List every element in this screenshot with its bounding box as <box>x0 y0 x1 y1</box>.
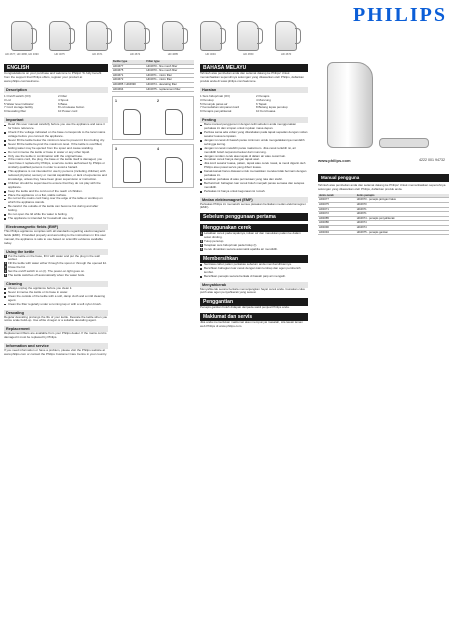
document-code: 4222 001 94732 <box>419 158 445 162</box>
step-number: 5 <box>4 274 7 278</box>
table-row <box>318 230 449 235</box>
list-item: Gunakan cerek hanya dengan tapak asal. <box>200 158 308 162</box>
kettle-thumbnail <box>193 4 229 56</box>
descaling-text: Regular descaling prolongs the life of your kettle. Descale the kettle when you notice scale build-up. Use white vinegar or a suitable descaling agent. <box>4 314 108 323</box>
list-item: Baca manual pengguna ini dengan teliti sebelum anda menggunakan perkakas ini dan simpan untuk rujukan masa depan. <box>200 123 308 131</box>
table-cell: HD4677 <box>318 198 356 203</box>
malay-important-list <box>200 123 308 193</box>
list-item: Perkakas ini hanya untuk kegunaan isi rumah. <box>200 190 308 194</box>
kettle-drawing <box>165 109 183 135</box>
figure-number: 2 <box>157 99 159 104</box>
list-item: Never immerse the kettle or its base in water. <box>4 291 108 295</box>
list-item: Letakkan perkakas di atas permukaan yang rata dan stabil. <box>200 178 308 182</box>
table-cell: HD4694 <box>318 230 356 235</box>
section-header-malay: BAHASA MELAYU <box>200 64 308 72</box>
malay-info-title: Maklumat dan servis <box>200 313 308 321</box>
malay-cleaning-title: Membersihkan <box>200 255 308 263</box>
part-item: 5 Penunjuk paras air <box>200 101 228 106</box>
figures-column <box>112 58 194 188</box>
kettle-icon <box>162 21 184 51</box>
part-item: 5 Water level indicator <box>4 101 34 106</box>
list-item: If the mains cord, the plug, the base or the kettle itself is damaged, you must have it replaced by Philips, a service centre authorised by Philips or similarly qualified persons in order to avoid a hazard. <box>4 158 108 170</box>
malay-use-steps <box>200 232 308 252</box>
description-title: Description <box>4 87 108 93</box>
part-item: 10 Power cord <box>58 109 78 114</box>
part-item: 3 Penutup <box>200 97 214 102</box>
kettle-icon <box>49 21 71 51</box>
list-item: Periksa sama ada voltan yang ditandakan pada tapak sepadan dengan voltan sesalur kuasa tempatan. <box>200 131 308 139</box>
part-item: 2 Filter <box>58 93 68 98</box>
malay-parts-list <box>200 95 308 115</box>
step-text: Fill the kettle with water either through the spout or through the opened lid. <box>8 261 107 266</box>
list-item: Always unplug the appliance before you clean it. <box>4 287 108 291</box>
parts-list <box>4 95 108 115</box>
step-text: Put the kettle on the base, fill it with water and put the plug in the wall socket. <box>8 253 100 262</box>
figure-number: 1 <box>115 99 117 104</box>
list-item: Clean the outside of the kettle with a soft, damp cloth and a mild cleaning agent. <box>4 295 108 303</box>
emf-title: Electromagnetic fields (EMF) <box>4 224 108 230</box>
list-item: Do not let the mains cord hang over the edge of the table or worktop on which the appliance stands. <box>4 197 108 205</box>
part-item: 4 Muncung <box>256 97 271 102</box>
malay-descaling-text: Menyahkerak secara berkala memanjangkan hayat cerek anda. Gunakan cuka putih atau agen penyahkerak yang sesuai. <box>200 286 305 295</box>
malay-description-title: Huraian <box>200 87 308 93</box>
malay-prep-title: Sebelum penggunaan pertama <box>200 213 308 221</box>
table-cell: HD4694 <box>112 87 145 92</box>
part-item: 6 Base <box>58 101 68 106</box>
website-label: www.philips.com <box>318 158 351 163</box>
malay-important-title: Penting <box>200 117 308 123</box>
list-item: Jika kord sesalur kuasa, palam, tapak atau cerek rosak, ia mesti diganti oleh Philips atau pusat servis yang diberi kuasa. <box>200 162 308 170</box>
list-item: Children should be supervised to ensure that they do not play with the appliance. <box>4 182 108 190</box>
part-item: 10 Kord kuasa <box>256 109 276 114</box>
step-text: Letakkan cerek pada tapaknya, isikan air dan masukkan palam ke dalam soket dinding. <box>204 231 301 240</box>
figure-2 <box>112 144 194 188</box>
kettle-illustration <box>327 62 373 148</box>
philips-logo: PHILIPS <box>313 4 447 26</box>
list-item: Keep the kettle and the cord out of the reach of children. <box>4 190 108 194</box>
list-item: Be careful: the outside of the kettle can become hot during and after boiling. <box>4 205 108 213</box>
list-item: Check if the voltage indicated on the base corresponds to the local mains voltage before you connect the appliance. <box>4 131 108 139</box>
manual-head-filter: Jenis penapis <box>356 194 449 198</box>
part-item: 7 Cord storage facility <box>4 105 34 110</box>
kettle-thumbnail <box>231 4 267 56</box>
kettle-strip <box>4 4 304 56</box>
part-item: 9 Penapis penyahkerak <box>200 109 232 114</box>
list-item: Jangan isi cerek di bawah paras minimum untuk mengelakkannya mendidih sehingga kering. <box>200 139 308 147</box>
list-item: This appliance is not intended for use by persons (including children) with reduced physical, sensory or mental capabilities, or lack of experience and knowledge, unless they have been given supervision or instruction. <box>4 170 108 182</box>
table-cell: HD4974 - descaling filter <box>145 82 194 87</box>
part-item: 9 Descaling filter <box>4 109 27 114</box>
malay-column <box>200 64 308 329</box>
part-item: 2 Penapis <box>256 93 270 98</box>
table-cell: HD4685 <box>318 216 356 221</box>
important-list <box>4 123 108 221</box>
part-item: 1 Suis hidup/mati (O/I) <box>200 93 230 98</box>
kettle-icon <box>86 21 108 51</box>
list-item: Only use the kettle in combination with the original base. <box>4 155 108 159</box>
table-cell: HD4970 - fine mesh filter <box>145 69 194 74</box>
step-number: 3 <box>200 244 203 248</box>
kettle-thumbnail <box>117 4 153 56</box>
figure-number: 3 <box>115 147 117 152</box>
step-number: 4 <box>200 248 203 251</box>
important-title: Important <box>4 117 108 123</box>
step-number: 2 <box>200 240 203 244</box>
step-text: Close the lid. <box>8 265 26 270</box>
list-item: Place the appliance on a flat, stable surface. <box>4 194 108 198</box>
use-steps <box>4 255 108 278</box>
manual-table <box>318 194 449 235</box>
table-cell: HD4672 <box>318 212 356 217</box>
kettle-icon <box>124 21 146 51</box>
kettle-thumbnail <box>42 4 78 56</box>
table-cell: HD4971 - micro filter <box>145 78 194 83</box>
table-cell: HD4677 <box>112 64 145 69</box>
table-cell: HD4971 <box>356 212 449 217</box>
use-title: Using the kettle <box>4 249 108 255</box>
manual-head-kettle: Jenis cerek <box>318 194 356 198</box>
table-cell: HD4675 <box>112 69 145 74</box>
kettle-icon <box>275 21 297 51</box>
table-cell: HD4690 <box>318 225 356 230</box>
table-cell: HD4970 - fine mesh filter <box>145 64 194 69</box>
filter-table <box>112 60 194 92</box>
kettle-caption: HD 4670 <box>281 53 292 56</box>
kettle-icon <box>200 21 222 51</box>
manual-intro: Tahniah atas pembelian anda dan selamat datang ke Philips! Untuk memanfaatkan sepenuhnya sokongan yang ditawarkan oleh Philips, daftarkan produk anda. <box>318 183 446 191</box>
part-item: 8 Butang lepas penutup <box>256 105 288 110</box>
step-number: 3 <box>4 266 7 270</box>
table-row <box>112 87 194 92</box>
section-header-manual: Manual pengguna <box>318 174 449 182</box>
kettle-drawing <box>165 157 183 183</box>
list-item: Read this user manual carefully before you use the appliance and save it for future reference. <box>4 123 108 131</box>
kettle-caption: HD 4675 <box>54 53 65 56</box>
table-cell: HD4675 <box>318 203 356 208</box>
kettle-caption: HD 4672 <box>130 53 141 56</box>
base-illustration <box>379 138 429 148</box>
list-item: Never fill the kettle below the minimum level to prevent it from boiling dry. <box>4 139 108 143</box>
malay-info-text: Jika anda memerlukan maklumat atau mempunyai masalah, sila lawati laman web Philips di www.philips.com. <box>200 320 303 329</box>
step-text: Set the on/off switch to on (I). The power-on light goes on. <box>8 269 85 274</box>
table-cell: HD4974 - penapis penyahkerak <box>356 216 449 221</box>
malay-cleaning-list <box>200 263 308 279</box>
part-item: 4 Spout <box>58 97 69 102</box>
kettle-caption: HD 4694 <box>205 53 216 56</box>
table-cell: HD4970 <box>356 203 449 208</box>
list-item <box>200 248 308 252</box>
table-cell: HD4971 - micro filter <box>145 73 194 78</box>
malay-replacement-text: Penapis gantian boleh didapati daripada wakil penjual Philips anda. <box>200 305 290 310</box>
kettle-thumbnail <box>268 4 304 56</box>
kettle-caption: HD 4677, HD 4686, HD 4690 <box>5 53 39 56</box>
malay-descaling-title: Menyahkerak <box>200 282 308 288</box>
list-item: Berhati-hati: bahagian luar cerek boleh menjadi panas semasa dan selepas mendidih. <box>200 182 308 190</box>
malay-intro: Tahniah atas pembelian anda dan selamat datang ke Philips! Untuk memanfaatkan sepenuhnya sokongan yang ditawarkan oleh Philips, daftarkan produk anda di www.philips.com/welcome. <box>200 71 304 83</box>
kettle-thumbnail <box>4 4 40 56</box>
kettle-caption: HD 4650 <box>243 53 254 56</box>
kettle-caption: HD 4685 <box>167 53 178 56</box>
table-cell: HD4671 <box>112 73 145 78</box>
table-cell: HD4671 <box>318 207 356 212</box>
table-cell: HD4970 - penapis jaringan halus <box>356 198 449 203</box>
part-item: 3 Lid <box>4 97 11 102</box>
step-text: Tutup penutup. <box>204 239 225 244</box>
list-item: Kanak-kanak harus diawasi untuk memastikan mereka tidak bermain dengan perkakas ini. <box>200 170 308 178</box>
table-cell: HD4971 <box>356 207 449 212</box>
figure-number: 4 <box>157 147 159 152</box>
table-cell: HD4974 <box>356 221 449 226</box>
list-item: The appliance is intended for household use only. <box>4 217 108 221</box>
list-item: Do not immerse the kettle or base in water or any other liquid. <box>4 151 108 155</box>
step-text: The kettle switches off automatically when the water boils. <box>8 273 85 278</box>
list-item: Bersihkan bahagian luar cerek dengan kain lembap dan agen pembersih lembut. <box>200 267 308 275</box>
cleaning-list <box>4 287 108 307</box>
table-cell: HD4685 / HD4690 <box>112 82 145 87</box>
kettle-caption: HD 4671 <box>92 53 103 56</box>
kettle-icon <box>11 21 33 51</box>
figure-1 <box>112 96 194 140</box>
section-header-english: ENGLISH <box>4 64 108 72</box>
step-number: 4 <box>4 270 7 274</box>
step-text: Tetapkan suis hidup/mati pada hidup (I). <box>204 243 258 248</box>
cleaning-title: Cleaning <box>4 281 108 287</box>
malay-emf-text: Perkakas Philips ini mematuhi semua piawaian berkaitan medan elektromagnet (EMF). <box>200 201 306 210</box>
info-title: Information and service <box>4 343 108 349</box>
step-number: 1 <box>200 232 203 236</box>
malay-replacement-title: Penggantian <box>200 298 308 306</box>
list-item: Never fill the kettle beyond the maximum level. If the kettle is overfilled, boiling water may be ejected from the spout and cause scalding. <box>4 143 108 151</box>
table-cell: HD4975 - replacement filter <box>145 87 194 92</box>
list-item: Bersihkan penapis secara berkala di bawah paip air mengalir. <box>200 275 308 279</box>
descaling-title: Descaling <box>4 310 108 316</box>
replacement-text: Replacement filters are available from your Philips dealer. If the mains cord is damaged it must be replaced by Philips. <box>4 331 107 340</box>
step-number: 1 <box>4 254 7 258</box>
manual-column <box>318 174 449 235</box>
part-item: 6 Tapak <box>256 101 267 106</box>
english-column <box>4 64 108 357</box>
replacement-title: Replacement <box>4 326 108 332</box>
step-number: 2 <box>4 262 7 266</box>
product-illustration <box>313 30 443 148</box>
part-item: 1 On/off switch (O/I) <box>4 93 31 98</box>
kettle-drawing <box>123 109 141 135</box>
list-item: Jangan isi cerek melebihi paras maksimum. Jika cerek terlebih isi, air mendidih boleh terpancut keluar dari muncung. <box>200 147 308 155</box>
table-cell: HD4672 <box>112 78 145 83</box>
table-cell: HD4974 <box>356 225 449 230</box>
kettle-drawing <box>123 157 141 183</box>
kettle-thumbnail <box>155 4 191 56</box>
list-item: Clean the filter regularly under a running tap or with a soft nylon brush. <box>4 303 108 307</box>
part-item: 8 Lid release button <box>58 105 85 110</box>
list-item <box>4 274 108 278</box>
list-item: Jangan rendam cerek atau tapak di dalam air atau cecair lain. <box>200 155 308 159</box>
table-cell: HD4686 <box>318 221 356 226</box>
kettle-icon <box>237 21 259 51</box>
list-item: Sentiasa cabut palam perkakas sebelum anda membersihkannya. <box>200 263 308 267</box>
list-item: Do not open the lid while the water is boiling. <box>4 213 108 217</box>
emf-text: This Philips appliance complies with all standards regarding electromagnetic fields (EMF). If handled properly and according to the instructions in this user manual, the appliance is safe to use based on scientific evidence available today. <box>4 228 107 245</box>
info-text: If you need information or have a problem, please visit the Philips website at www.philips.com or contact the Philips Customer Care Centre in your country. <box>4 348 107 357</box>
kettle-thumbnail <box>80 4 116 56</box>
part-item: 7 Kemudahan simpanan kord <box>200 105 240 110</box>
table-head-kettle: Kettle type <box>112 60 145 64</box>
step-text: Cerek dimatikan secara automatik apabila air mendidih. <box>204 247 278 251</box>
malay-emf-title: Medan elektromagnet (EMF) <box>200 197 308 203</box>
table-cell: HD4975 - penapis gantian <box>356 230 449 235</box>
table-head-filter: Filter type <box>145 60 194 64</box>
malay-use-title: Menggunakan cerek <box>200 224 308 232</box>
english-intro: Congratulations on your purchase and welcome to Philips! To fully benefit from the support that Philips offers, register your product at www.philips.com/welcome. <box>4 71 102 83</box>
